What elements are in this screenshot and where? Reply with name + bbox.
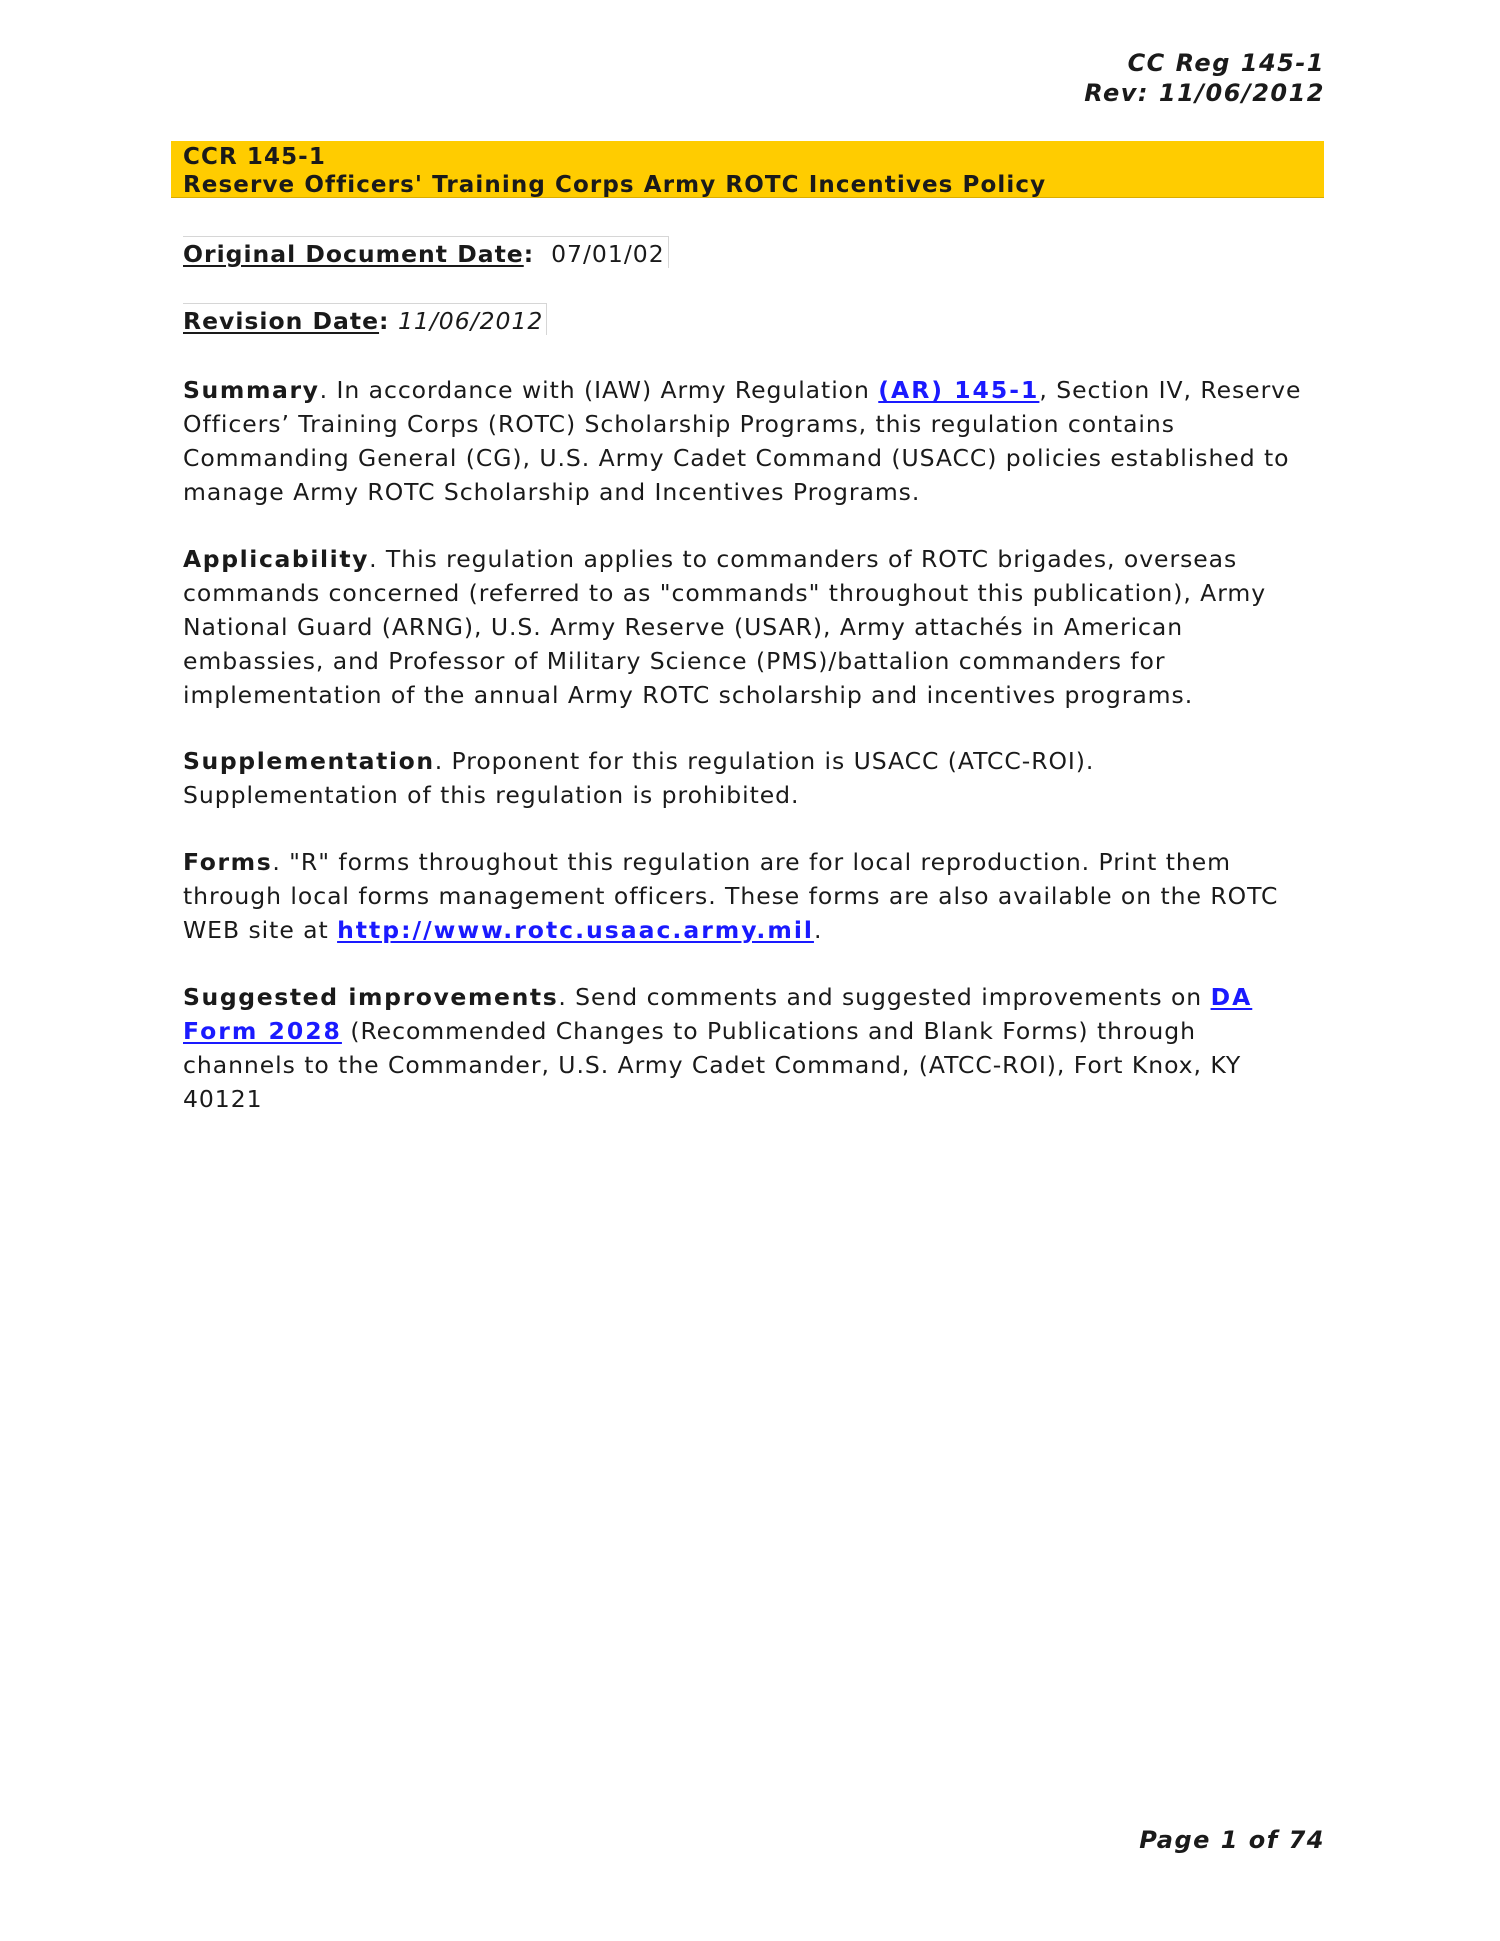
- summary-heading: Summary: [183, 376, 320, 404]
- revision-date-value: 11/06/2012: [397, 307, 544, 335]
- suggested-improvements-paragraph: [183, 980, 1313, 1116]
- reg-id: CC Reg 145-1: [1127, 49, 1325, 77]
- forms-paragraph: [183, 845, 1313, 947]
- da-form-2028-link[interactable]: DA Form 2028: [183, 983, 1253, 1045]
- running-header: [1084, 48, 1325, 108]
- forms-heading: Forms: [183, 848, 273, 876]
- page-number: Page 1 of 74: [1139, 1826, 1325, 1854]
- revision-date-field: Revision Date: 11/06/2012: [183, 303, 547, 335]
- summary-text-before: . In accordance with (IAW) Army Regulation: [319, 376, 879, 404]
- applicability-paragraph: [183, 542, 1313, 712]
- title-bar: [171, 141, 1324, 198]
- rotc-website-link[interactable]: http://www.rotc.usaac.army.mil: [337, 916, 814, 944]
- supplementation-heading: Supplementation: [183, 747, 435, 775]
- original-document-date-field: Original Document Date: 07/01/02: [183, 236, 669, 268]
- improvements-text-after: (Recommended Changes to Publications and Blank Forms) through channels to the Commander, U.S. Army Cadet Command, (ATCC-ROI), Fort Knox, KY 40121: [183, 1017, 1242, 1113]
- summary-text-after: , Section IV, Reserve Officers’ Training Corps (ROTC) Scholarship Programs, this regulation contains Commanding General (CG), U.S. Army Cadet Command (USACC) policies established to manage Army ROTC Scholarship and Incentives Programs.: [183, 376, 1302, 506]
- forms-text-before: . "R" forms throughout this regulation are for local reproduction. Print them through local forms management officers. These forms are also available on the ROTC WEB site at: [183, 848, 1279, 944]
- original-date-value: 07/01/02: [551, 240, 665, 268]
- applicability-heading: Applicability: [183, 545, 370, 573]
- improvements-text-before: . Send comments and suggested improvements on: [558, 983, 1211, 1011]
- original-date-label: Original Document Date: [183, 240, 524, 268]
- ar-145-1-link[interactable]: (AR) 145-1: [878, 376, 1040, 404]
- supplementation-paragraph: [183, 744, 1313, 812]
- supplementation-text: . Proponent for this regulation is USACC (ATCC-ROI). Supplementation of this regulation is prohibited.: [183, 747, 1095, 809]
- forms-text-after: .: [813, 916, 823, 944]
- revision-date-label: Revision Date: [183, 307, 380, 335]
- applicability-text: . This regulation applies to commanders of ROTC brigades, overseas commands concerned (referred to as "commands" throughout this publication), Army National Guard (ARNG), U.S. Army Reserve (USAR), Army attachés in American embassies, and Professor of Military Science (PMS)/battalion commanders for implementation of the annual Army ROTC scholarship and incentives programs.: [183, 545, 1267, 709]
- summary-paragraph: [183, 373, 1313, 509]
- improvements-heading: Suggested improvements: [183, 983, 559, 1011]
- revision-header: Rev: 11/06/2012: [1084, 79, 1325, 107]
- regulation-title: Reserve Officers' Training Corps Army ROTC Incentives Policy: [183, 172, 1047, 198]
- regulation-code: CCR 145-1: [183, 144, 326, 170]
